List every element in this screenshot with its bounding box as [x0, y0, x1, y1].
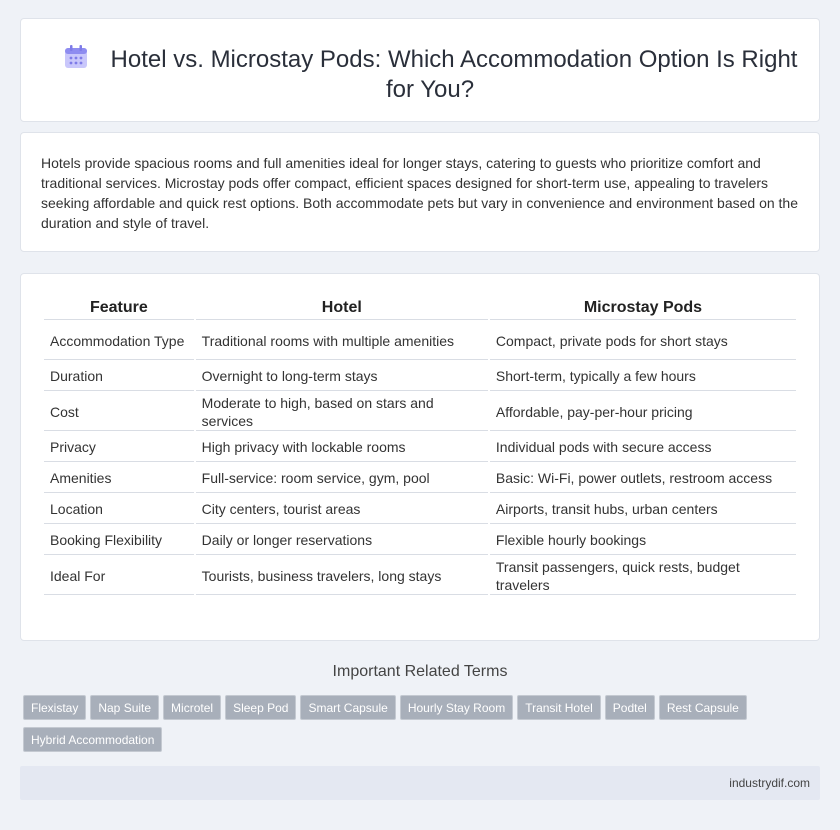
related-term-tag[interactable]: Podtel [605, 695, 655, 720]
row-hotel: Traditional rooms with multiple amenities [196, 322, 488, 360]
related-terms-list [23, 695, 803, 759]
related-term-tag[interactable]: Transit Hotel [517, 695, 601, 720]
row-hotel: Moderate to high, based on stars and services [196, 393, 488, 431]
row-pods: Basic: Wi-Fi, power outlets, restroom access [490, 464, 796, 493]
header-microstay-pods: Microstay Pods [490, 296, 796, 320]
row-feature: Amenities [44, 464, 194, 493]
row-hotel: City centers, tourist areas [196, 495, 488, 524]
calendar-icon [63, 44, 89, 70]
table-row [44, 557, 796, 595]
header-hotel: Hotel [196, 296, 488, 320]
row-pods: Flexible hourly bookings [490, 526, 796, 555]
row-feature: Location [44, 495, 194, 524]
footer [20, 766, 820, 800]
row-feature: Cost [44, 393, 194, 431]
footer-source: industrydif.com [729, 776, 810, 790]
table-row [44, 362, 796, 391]
table-row [44, 433, 796, 462]
intro-paragraph: Hotels provide spacious rooms and full amenities ideal for longer stays, catering to guests who prioritize comfort and traditional services. Microstay pods offer compact, efficient spaces designed for short-term use, appealing to travelers seeking affordable and quick rest options. Both accommodate pets but vary in convenience and environment based on the duration and style of travel. [41, 155, 798, 231]
row-pods: Compact, private pods for short stays [490, 322, 796, 360]
related-term-tag[interactable]: Rest Capsule [659, 695, 747, 720]
row-feature: Accommodation Type [44, 322, 194, 360]
row-feature: Ideal For [44, 557, 194, 595]
row-hotel: Overnight to long-term stays [196, 362, 488, 391]
row-pods: Affordable, pay-per-hour pricing [490, 393, 796, 431]
row-feature: Privacy [44, 433, 194, 462]
row-pods: Transit passengers, quick rests, budget travelers [490, 557, 796, 595]
related-term-tag[interactable]: Microtel [163, 695, 221, 720]
page-title: Hotel vs. Microstay Pods: Which Accommodation Option Is Right for You? [110, 46, 798, 103]
row-hotel: Daily or longer reservations [196, 526, 488, 555]
related-term-tag[interactable]: Flexistay [23, 695, 86, 720]
row-pods: Individual pods with secure access [490, 433, 796, 462]
related-term-tag[interactable]: Smart Capsule [300, 695, 395, 720]
related-term-tag[interactable]: Hourly Stay Room [400, 695, 513, 720]
table-header-row [44, 296, 796, 320]
table-row [44, 526, 796, 555]
row-hotel: Full-service: room service, gym, pool [196, 464, 488, 493]
comparison-table [42, 294, 798, 597]
title-card [20, 18, 820, 122]
table-row [44, 322, 796, 360]
table-row [44, 464, 796, 493]
header-feature: Feature [44, 296, 194, 320]
table-row [44, 393, 796, 431]
intro-card [20, 132, 820, 252]
row-hotel: Tourists, business travelers, long stays [196, 557, 488, 595]
related-terms-heading: Important Related Terms [332, 663, 508, 680]
related-term-tag[interactable]: Nap Suite [90, 695, 159, 720]
related-term-tag[interactable]: Sleep Pod [225, 695, 296, 720]
row-feature: Duration [44, 362, 194, 391]
related-term-tag[interactable]: Hybrid Accommodation [23, 727, 162, 752]
row-pods: Airports, transit hubs, urban centers [490, 495, 796, 524]
row-pods: Short-term, typically a few hours [490, 362, 796, 391]
row-hotel: High privacy with lockable rooms [196, 433, 488, 462]
comparison-card [20, 273, 820, 641]
table-row [44, 495, 796, 524]
row-feature: Booking Flexibility [44, 526, 194, 555]
